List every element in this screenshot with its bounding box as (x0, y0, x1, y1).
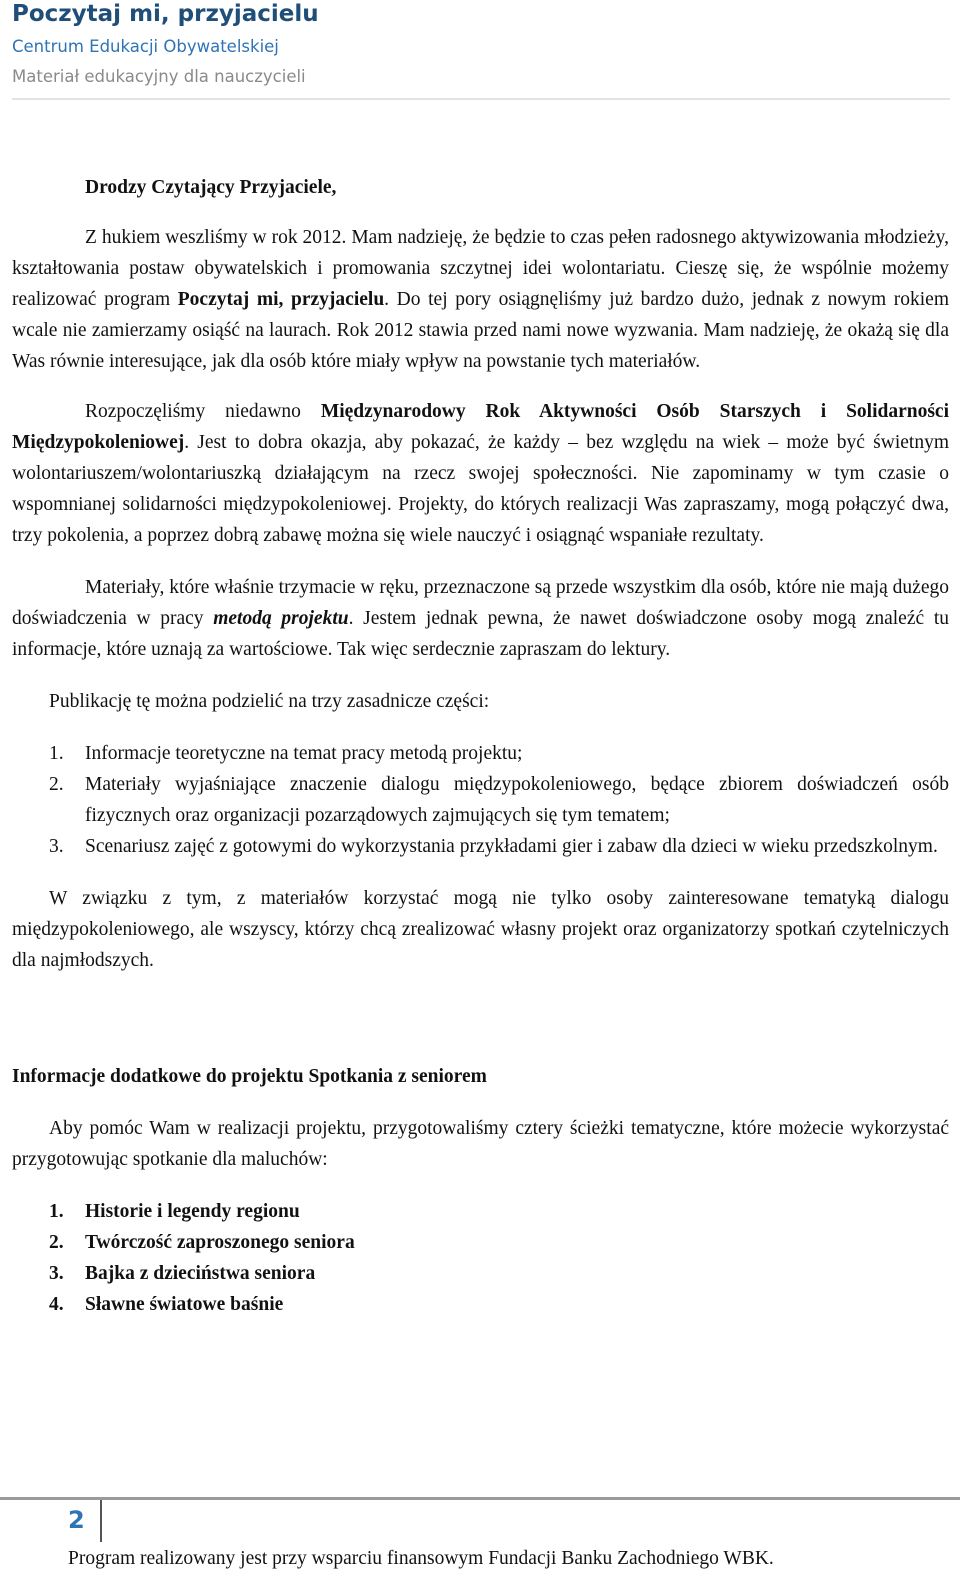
list-item (12, 831, 949, 862)
list-number: 4. (49, 1294, 64, 1315)
list-item (12, 769, 949, 831)
organization-name: Centrum Edukacji Obywatelskiej (12, 37, 279, 56)
paragraph-text: Z hukiem weszliśmy w rok 2012. Mam nadzieję, że będzie to czas pełen radosnego aktywizowania młodzieży, kształtowania postaw obywatelskich i promowania szczytnej idei wolontariatu. Cieszę się, że wspólnie możemy realizować program (12, 227, 949, 310)
letter-paragraph-3 (12, 572, 949, 665)
footer-text: Program realizowany jest przy wsparciu finansowym Fundacji Banku Zachodniego WBK. (68, 1548, 774, 1569)
publication-parts-list (12, 738, 949, 862)
list-item-text: Scenariusz zajęć z gotowymi do wykorzystania przykładami gier i zabaw dla dzieci w wieku przedszkolnym. (85, 836, 938, 857)
page-number: 2 (68, 1506, 85, 1534)
list-number: 1. (49, 743, 64, 764)
list-item-text: Twórczość zaproszonego seniora (85, 1232, 355, 1253)
list-item (12, 1289, 949, 1320)
year-name: Międzynarodowy Rok Aktywności Osób Starszych i Solidarności Międzypokoleniowej (12, 401, 950, 453)
footer-page-bar (100, 1500, 102, 1542)
letter-paragraph-1 (12, 222, 949, 377)
list-item (12, 1258, 949, 1289)
paragraph-text: . Jestem jednak pewna, że nawet doświadczone osoby mogą znaleźć tu informacje, które uznają za wartościowe. Tak więc serdecznie zapraszam do lektury. (12, 608, 950, 660)
paragraph-text: . Do tej pory osiągnęliśmy już bardzo dużo, jednak z nowym rokiem wcale nie zamierzamy osiąść na laurach. Rok 2012 stawia przed nami nowe wyzwania. Mam nadzieję, że okażą się dla Was równie interesujące, jak dla osób które miały wpływ na powstanie tych materiałów. (12, 289, 950, 372)
list-item-text: Informacje teoretyczne na temat pracy metodą projektu; (85, 743, 523, 764)
letter-paragraph-2 (12, 396, 949, 551)
program-name: Poczytaj mi, przyjacielu (177, 289, 385, 310)
info-intro: Aby pomóc Wam w realizacji projektu, przygotowaliśmy cztery ścieżki tematyczne, które możecie wykorzystać przygotowując spotkanie dla maluchów: (12, 1118, 949, 1170)
list-item-text: Sławne światowe baśnie (85, 1294, 284, 1315)
list-number: 3. (49, 836, 64, 857)
section-heading: Informacje dodatkowe do projektu Spotkania z seniorem (12, 1066, 487, 1087)
list-item-text: Bajka z dzieciństwa seniora (85, 1263, 316, 1284)
method-name: metodą projektu (213, 608, 349, 629)
document-body (12, 172, 949, 1320)
paragraph-text: Rozpoczęliśmy niedawno (85, 401, 321, 422)
paragraph-text: . Jest to dobra okazja, aby pokazać, że każdy – bez względu na wiek – może być świetnym wolontariuszem/wolontariuszką działającym na rzecz swojej społeczności. Nie zapominamy w tym czasie o wspomnianej solidarności międzypokoleniowej. Projekty, do których realizacji Was zapraszamy, mogą połączyć dwa, trzy pokolenia, a poprzez dobrą zabawę można się wiele nauczyć i osiągnąć wspaniałe rezultaty. (12, 432, 949, 546)
letter-paragraph-5: W związku z tym, z materiałów korzystać mogą nie tylko osoby zainteresowane tematyką dialogu międzypokoleniowego, ale wszyscy, którzy chcą zrealizować własny projekt oraz organizatorzy spotkań czytelniczych dla najmłodszych. (12, 888, 949, 971)
list-item-text: Historie i legendy regionu (85, 1201, 300, 1222)
list-number: 3. (49, 1263, 64, 1284)
header-divider (12, 98, 950, 100)
list-item-text: Materiały wyjaśniające znaczenie dialogu międzypokoleniowego, będące zbiorem doświadczeń osób fizycznych oraz organizacji pozarządowych zajmujących się tym tematem; (85, 774, 949, 826)
list-item (12, 1227, 949, 1258)
list-number: 2. (49, 774, 64, 795)
page-header (12, 0, 948, 89)
document-subtitle: Materiał edukacyjny dla nauczycieli (12, 67, 306, 86)
footer-divider (0, 1497, 960, 1500)
list-item (12, 1196, 949, 1227)
list-number: 2. (49, 1232, 64, 1253)
letter-greeting: Drodzy Czytający Przyjaciele, (85, 177, 337, 198)
list-number: 1. (49, 1201, 64, 1222)
thematic-paths-list (12, 1196, 949, 1320)
letter-paragraph-4: Publikację tę można podzielić na trzy zasadnicze części: (49, 691, 490, 712)
list-item (12, 738, 949, 769)
document-title: Poczytaj mi, przyjacielu (12, 1, 319, 27)
paragraph-text: Materiały, które właśnie trzymacie w ręku, przeznaczone są przede wszystkim dla osób, które nie mają dużego doświadczenia w pracy (12, 577, 949, 629)
